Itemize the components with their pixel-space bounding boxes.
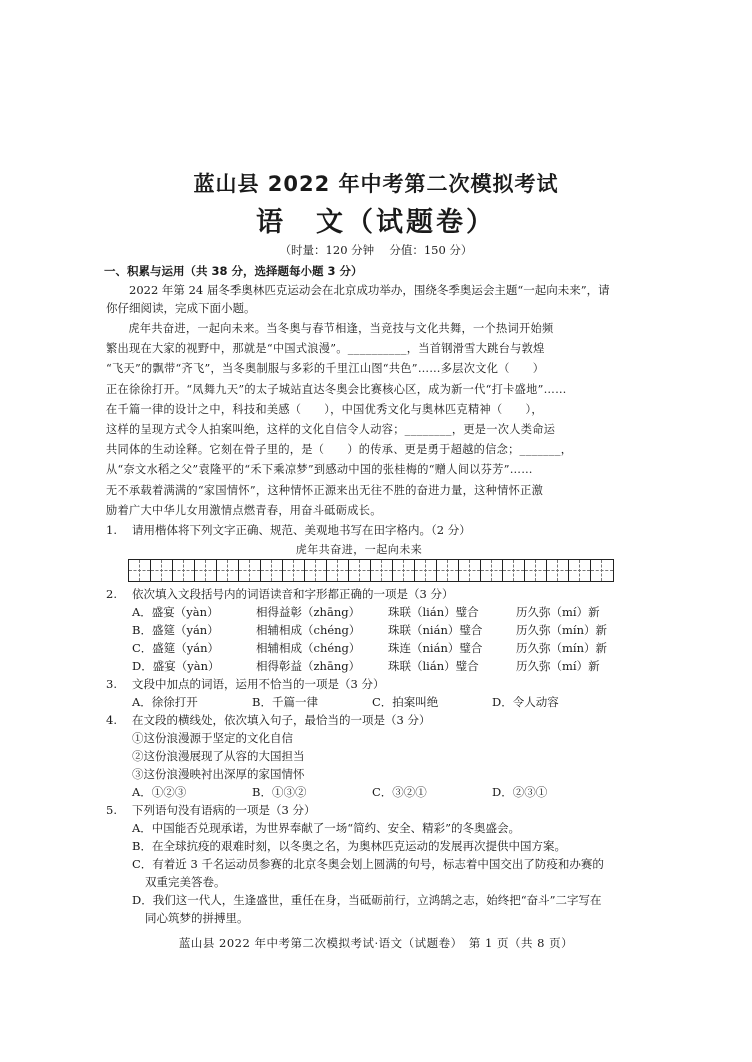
sentence-item: ②这份浪漫展现了从容的大国担当 <box>132 749 305 764</box>
option-cell: 珠连（nián）璧合 <box>388 641 483 656</box>
option-cell: 历久弥（mín）新 <box>516 623 607 638</box>
question-number: 3. <box>106 677 117 692</box>
passage-line: 共同体的生动诠释。它刻在骨子里的，是（ ）的传承、更是勇于超越的信念；_______， <box>106 443 573 457</box>
copy-caption: 虎年共奋进，一起向未来 <box>295 543 423 557</box>
option-row <box>106 783 612 801</box>
option-row-b[interactable] <box>106 621 612 639</box>
option-cell: A．盛宴（yàn） <box>132 605 219 620</box>
grid-cell[interactable] <box>569 560 591 581</box>
section-heading: 一、积累与运用（共 38 分，选择题每小题 3 分） <box>104 264 363 278</box>
option-d[interactable]: D．②③① <box>492 785 548 800</box>
option-row-c[interactable] <box>106 639 612 657</box>
question-stem: 请用楷体将下列文字正确、规范、美观地书写在田字格内。（2 分） <box>132 523 471 538</box>
grid-cell[interactable] <box>129 560 151 581</box>
passage-line: 励着广大中华儿女用激情点燃青春，用奋斗砥砺成长。 <box>106 503 382 517</box>
grid-cell[interactable] <box>591 560 613 581</box>
question-1 <box>106 521 612 539</box>
question-stem: 文段中加点的词语，运用不恰当的一项是（3 分） <box>132 677 385 692</box>
sentence-item: ③这份浪漫映衬出深厚的家国情怀 <box>132 767 305 782</box>
option-cell: 珠联（nián）璧合 <box>388 623 483 638</box>
option-b[interactable]: B．千篇一律 <box>252 695 318 710</box>
grid-cell[interactable] <box>261 560 283 581</box>
passage-line: 繁出现在大家的视野中，那就是“中国式浪漫”。__________，当首钢滑雪大跳台与敦煌 <box>106 342 545 356</box>
question-stem: 依次填入文段括号内的词语读音和字形都正确的一项是（3 分） <box>132 587 454 602</box>
option-cell: 相辅相成（chéng） <box>256 623 361 638</box>
option-cell: C．盛筵（yán） <box>132 641 220 656</box>
question-stem: 在文段的横线处，依次填入句子，最恰当的一项是（3 分） <box>132 713 431 728</box>
passage-line: “飞天”的飘带“齐飞”，当冬奥制服与多彩的千里江山图“共色”……多层次文化（ ） <box>106 362 545 376</box>
grid-cell[interactable] <box>415 560 437 581</box>
option-cell: 相辅相成（chéng） <box>256 641 361 656</box>
option-cell: 珠联（lián）璧合 <box>388 605 479 620</box>
subject-title: 语 文（试题卷） <box>256 207 496 238</box>
option-cell: B．盛筵（yán） <box>132 623 219 638</box>
option-cell: 珠联（lián）璧合 <box>388 659 479 674</box>
grid-cell[interactable] <box>327 560 349 581</box>
section-intro: 2022 年第 24 届冬季奥林匹克运动会在北京成功举办，围绕冬季奥运会主题“一起向未来”，请你仔细阅读，完成下面小题。 <box>106 283 610 315</box>
option-cell: D．盛宴（yàn） <box>132 659 220 674</box>
passage-line: 虎年共奋进，一起向未来。当冬奥与春节相逢，当竞技与文化共舞，一个热词开始频 <box>128 322 554 335</box>
option-cell: 相得彰益（zhāng） <box>256 659 361 674</box>
grid-cell[interactable] <box>481 560 503 581</box>
grid-cell[interactable] <box>371 560 393 581</box>
exam-meta: （时量：120 分钟 分值：150 分） <box>279 243 473 257</box>
question-number: 2. <box>106 587 117 602</box>
option-c[interactable]: C．③②① <box>372 785 427 800</box>
question-4 <box>106 711 612 729</box>
option-d[interactable]: D．令人动容 <box>492 695 559 710</box>
passage-line: 无不承载着满满的“家国情怀”，这种情怀正源来出无往不胜的奋进力量，这种情怀正激 <box>106 483 544 497</box>
option-c[interactable]: C．拍案叫绝 <box>372 695 439 710</box>
option-row <box>106 693 612 711</box>
grid-cell[interactable] <box>283 560 305 581</box>
option-d[interactable]: D．我们这一代人，生逢盛世，重任在身，当砥砺前行，立鸿鹄之志，始终把“奋斗”二字写在同心筑梦的拼搏里。 <box>132 893 602 926</box>
grid-cell[interactable] <box>195 560 217 581</box>
exam-title: 蓝山县 2022 年中考第二次模拟考试 <box>193 172 559 196</box>
grid-cell[interactable] <box>547 560 569 581</box>
passage-line: 在千篇一律的设计之中，科技和美感（ ），中国优秀文化与奥林匹克精神（ ）， <box>106 402 543 416</box>
exam-content <box>106 262 612 927</box>
option-a[interactable]: A．徐徐打开 <box>132 695 198 710</box>
passage-line: 从“奈文水稻之父”袁隆平的“禾下乘凉梦”到感动中国的张桂梅的“赠人间以芬芳”…… <box>106 463 533 477</box>
option-b[interactable]: B．在全球抗疫的艰难时刻，以冬奥之名，为奥林匹克运动的发展再次提供中国方案。 <box>132 839 566 854</box>
grid-cell[interactable] <box>525 560 547 581</box>
question-3 <box>106 675 612 693</box>
grid-cell[interactable] <box>239 560 261 581</box>
tianzige-grid[interactable] <box>128 559 614 582</box>
question-stem: 下列语句没有语病的一项是（3 分） <box>132 803 316 818</box>
passage-line: 这样的呈现方式令人拍案叫绝，这样的文化自信令人动容；________，更是一次人类命运 <box>106 423 556 437</box>
option-a[interactable]: A．①②③ <box>132 785 187 800</box>
question-5 <box>106 801 612 819</box>
grid-cell[interactable] <box>503 560 525 581</box>
option-row-a[interactable] <box>106 603 612 621</box>
question-number: 5. <box>106 803 117 818</box>
option-cell: 相得益彰（zhāng） <box>256 605 361 620</box>
reading-passage <box>106 319 612 521</box>
option-c[interactable]: C．有着近 3 千名运动员参赛的北京冬奥会划上圆满的句号，标志着中国交出了防疫和办赛的双重完美答卷。 <box>132 857 604 890</box>
question-2 <box>106 585 612 603</box>
grid-cell[interactable] <box>305 560 327 581</box>
page-footer: 蓝山县 2022 年中考第二次模拟考试·语文（试题卷） 第 1 页（共 8 页） <box>178 936 574 950</box>
question-number: 4. <box>106 713 117 728</box>
option-cell: 历久弥（mín）新 <box>516 641 607 656</box>
option-cell: 历久弥（mí）新 <box>516 605 600 620</box>
option-a[interactable]: A．中国能否兑现承诺，为世界奉献了一场“简约、安全、精彩”的冬奥盛会。 <box>132 821 521 836</box>
option-row-d[interactable] <box>106 657 612 675</box>
question-number: 1. <box>106 523 117 538</box>
grid-cell[interactable] <box>393 560 415 581</box>
passage-line: 正在徐徐打开。“凤舞九天”的太子城站直达冬奥会比赛核心区，成为新一代“打卡盛地”…… <box>106 382 567 396</box>
option-b[interactable]: B．①③② <box>252 785 307 800</box>
grid-cell[interactable] <box>151 560 173 581</box>
sentence-item: ①这份浪漫源于坚定的文化自信 <box>132 731 293 746</box>
option-cell: 历久弥（mí）新 <box>516 659 600 674</box>
grid-cell[interactable] <box>437 560 459 581</box>
grid-cell[interactable] <box>173 560 195 581</box>
grid-cell[interactable] <box>349 560 371 581</box>
grid-cell[interactable] <box>217 560 239 581</box>
grid-cell[interactable] <box>459 560 481 581</box>
